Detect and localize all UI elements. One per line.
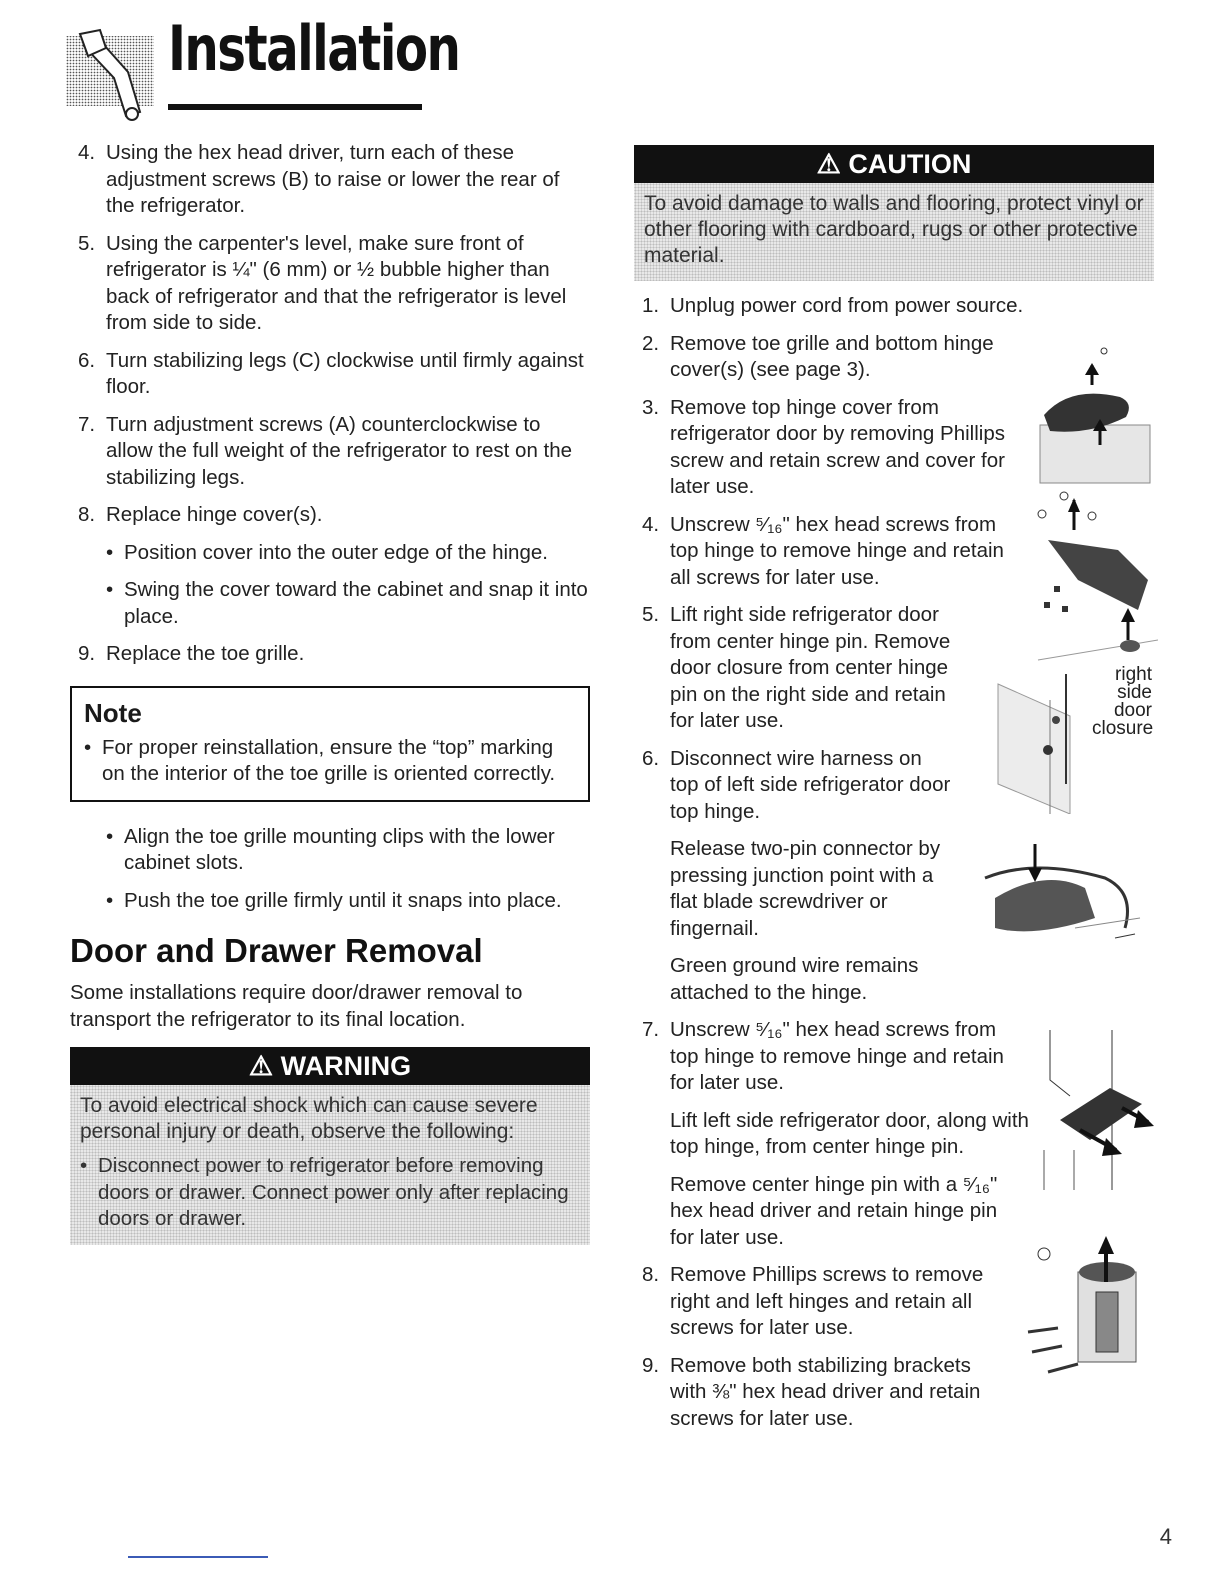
caution-box	[634, 145, 1154, 281]
section-intro: Some installations require door/drawer removal to transport the refrigerator to its final location.	[70, 981, 523, 1031]
step-4: 4. Using the hex head driver, turn each of these adjustment screws (B) to raise or lower the rear of the refrigerator.	[78, 141, 560, 217]
step-6: 6. Turn stabilizing legs (C) clockwise until firmly against floor.	[78, 348, 584, 398]
door-closure-illustration	[990, 664, 1090, 814]
step-2: 2. Remove toe grille and bottom hinge cover(s) (see page 3).	[642, 331, 994, 381]
note-box	[70, 686, 590, 802]
caution-body: To avoid damage to walls and flooring, protect vinyl or other flooring with cardboard, rugs or other protective material.	[634, 183, 1154, 281]
bullet-swing-cover: • Swing the cover toward the cabinet and snap it into place.	[106, 578, 588, 628]
top-hinge-removal-illustration	[1030, 1030, 1158, 1190]
page-number: 4	[1159, 1524, 1172, 1549]
step-5-right: 5. Lift right side refrigerator door from center hinge pin. Remove door closure from center hinge pin on the right side and retain for later use.	[642, 603, 951, 732]
step-7-lift-door: Lift left side refrigerator door, along with top hinge, from center hinge pin.	[670, 1108, 1029, 1158]
warning-bullet: • Disconnect power to refrigerator before removing doors or drawer. Connect power only after replacing doors or drawer.	[80, 1154, 569, 1230]
top-hinge-illustration	[1018, 490, 1158, 668]
bullet-push-grille: • Push the toe grille firmly until it snaps into place.	[106, 888, 562, 912]
warning-box	[70, 1047, 590, 1245]
title-underline	[168, 104, 422, 110]
label-right-side-door-closure: right side door closure	[1092, 664, 1154, 739]
caution-header: ⚠ CAUTION	[634, 145, 1154, 183]
step-6-ground-wire: Green ground wire remains attached to the hinge.	[670, 954, 919, 1004]
left-column	[70, 140, 590, 1245]
step-6-right: 6. Disconnect wire harness on top of left side refrigerator door top hinge.	[642, 746, 951, 823]
hinge-cover-illustration	[1030, 345, 1154, 485]
caution-triangle-icon: ⚠	[816, 149, 841, 179]
step-7: 7. Turn adjustment screws (A) counterclockwise to allow the full weight of the refrigerator to rest on the stabilizing legs.	[78, 412, 573, 489]
step-4-right: 4. Unscrew ⁵⁄₁₆" hex head screws from top hinge to remove hinge and retain all screws for later use.	[642, 512, 1004, 589]
hinge-bracket-screws-illustration	[1018, 1232, 1158, 1392]
step-9: 9. Replace the toe grille.	[78, 642, 305, 665]
note-bullet: • For proper reinstallation, ensure the “top” marking on the interior of the toe grille is oriented correctly.	[84, 735, 556, 785]
step-9-right: 9. Remove both stabilizing brackets with ⅜" hex head driver and retain screws for later use.	[642, 1353, 981, 1430]
step-1: 1. Unplug power cord from power source.	[642, 294, 1024, 317]
page-title: Installation	[168, 12, 460, 85]
wrench-icon	[66, 26, 154, 126]
step-7-remove-pin: Remove center hinge pin with a ⁵⁄₁₆" hex head driver and retain hinge pin for later use.	[670, 1172, 998, 1249]
wire-harness-connector-illustration	[975, 838, 1145, 948]
section-title-door-drawer-removal: Door and Drawer Removal	[70, 932, 483, 969]
step-6-release-connector: Release two-pin connector by pressing junction point with a flat blade screwdriver or fingernail.	[670, 837, 941, 940]
step-7-right: 7. Unscrew ⁵⁄₁₆" hex head screws from top hinge to remove hinge and retain for later use.	[642, 1018, 1004, 1094]
bullet-align-clips: • Align the toe grille mounting clips with the lower cabinet slots.	[106, 824, 555, 874]
warning-triangle-icon: ⚠	[248, 1051, 274, 1081]
bullet-position-cover: • Position cover into the outer edge of the hinge.	[106, 540, 548, 564]
warning-text: To avoid electrical shock which can cause severe personal injury or death, observe the following:	[80, 1094, 538, 1143]
step-5: 5. Using the carpenter's level, make sure front of refrigerator is ¼" (6 mm) or ½ bubble higher than back of refrigerator and that the refrigerator is level from side to side.	[78, 231, 567, 334]
step-8: 8. Replace hinge cover(s).	[78, 503, 323, 526]
note-title: Note	[84, 697, 142, 728]
footer-rule	[128, 1556, 268, 1558]
step-8-right: 8. Remove Phillips screws to remove right and left hinges and retain all screws for later use.	[642, 1263, 984, 1339]
warning-body	[70, 1085, 590, 1245]
warning-header: ⚠ WARNING	[70, 1047, 590, 1085]
step-3: 3. Remove top hinge cover from refrigerator door by removing Phillips screw and retain screw and cover for later use.	[642, 395, 1005, 498]
